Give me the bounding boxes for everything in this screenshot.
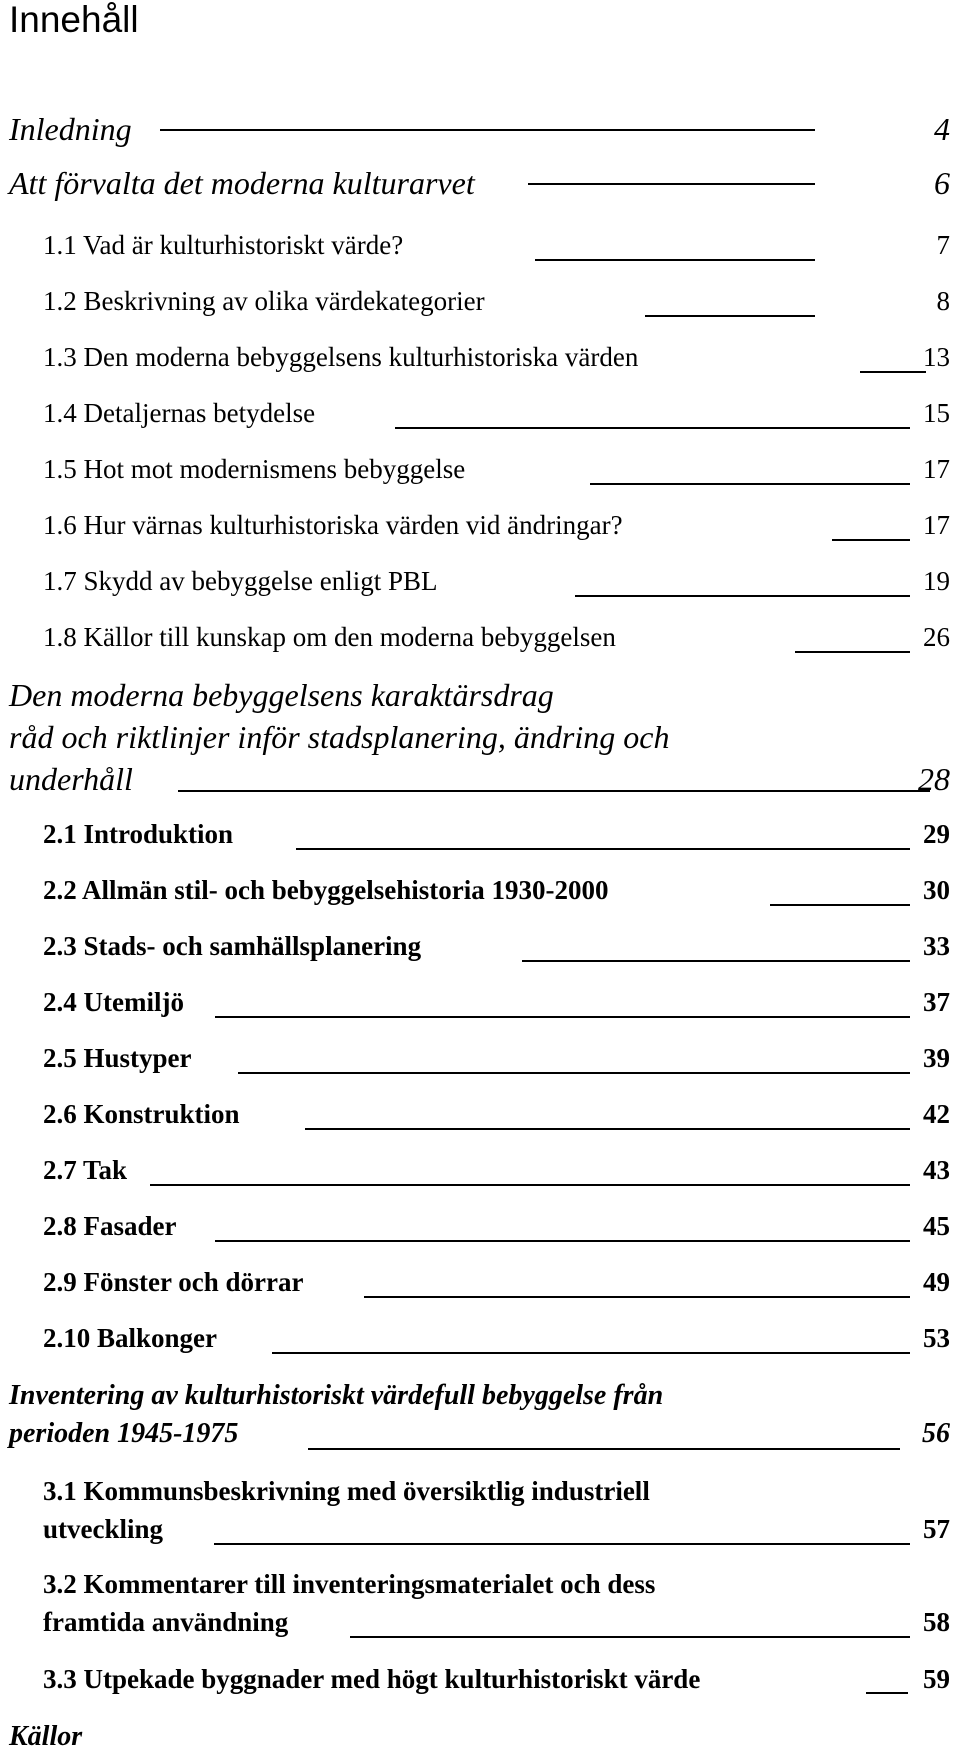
toc-leader-line: [575, 595, 910, 597]
toc-leader-line: [645, 315, 815, 317]
toc-leader-line: [860, 371, 926, 373]
toc-entry-1-3[interactable]: [0, 341, 960, 373]
toc-leader-line: [395, 427, 910, 429]
toc-page-number: 26: [923, 622, 950, 652]
toc-leader-line: [215, 1016, 910, 1018]
toc-entry-label: 1.8 Källor till kunskap om den moderna bebyggelsen: [43, 622, 616, 652]
toc-leader-line: [535, 259, 815, 261]
toc-leader-line: [296, 848, 910, 850]
toc-page-number: 42: [923, 1099, 950, 1129]
toc-page-number: 7: [936, 230, 950, 260]
toc-entry-2-10[interactable]: [0, 1322, 960, 1354]
toc-entry-label-line-1: 3.1 Kommunsbeskrivning med översiktlig industriell: [43, 1476, 650, 1506]
toc-page-number: 30: [923, 875, 950, 905]
toc-entry-2-9[interactable]: [0, 1266, 960, 1298]
toc-entry-label-line-2: råd och riktlinjer inför stadsplanering, ändring och: [9, 719, 670, 755]
toc-page-number: 29: [923, 819, 950, 849]
toc-entry-1-5[interactable]: [0, 453, 960, 485]
toc-entry-label: 1.7 Skydd av bebyggelse enligt PBL: [43, 566, 438, 596]
toc-leader-line: [866, 1692, 908, 1694]
toc-entry-label: 2.4 Utemiljö: [43, 987, 184, 1017]
toc-page-number: 6: [934, 165, 950, 201]
toc-entry-1-7[interactable]: [0, 565, 960, 597]
toc-page-number: 28: [918, 761, 950, 797]
toc-entry-label: 1.3 Den moderna bebyggelsens kulturhistoriska värden: [43, 342, 639, 372]
toc-entry-label: 2.6 Konstruktion: [43, 1099, 240, 1129]
toc-entry-1-1[interactable]: [0, 229, 960, 261]
toc-leader-line: [795, 651, 910, 653]
toc-entry-chapter-1[interactable]: [0, 165, 960, 201]
toc-page-number: 33: [923, 931, 950, 961]
toc-page-number: 17: [923, 454, 950, 484]
toc-page-number: 58: [923, 1607, 950, 1637]
toc-entry-2-6[interactable]: [0, 1098, 960, 1130]
toc-entry-2-8[interactable]: [0, 1210, 960, 1242]
toc-page-number: 56: [922, 1418, 950, 1449]
toc-entry-label-line-2: utveckling: [43, 1514, 164, 1544]
toc-page-number: 45: [923, 1211, 950, 1241]
toc-entry-label: Inledning: [9, 111, 132, 147]
toc-leader-line: [305, 1128, 910, 1130]
toc-entry-label: 2.3 Stads- och samhällsplanering: [43, 931, 422, 961]
toc-entry-label: 1.6 Hur värnas kulturhistoriska värden vid ändringar?: [43, 510, 623, 540]
toc-entry-1-4[interactable]: [0, 397, 960, 429]
toc-entry-label: 2.9 Fönster och dörrar: [43, 1267, 304, 1297]
toc-leader-line: [770, 904, 910, 906]
toc-page-number: 49: [923, 1267, 950, 1297]
toc-entry-label: 1.2 Beskrivning av olika värdekategorier: [43, 286, 485, 316]
toc-entry-label: Att förvalta det moderna kulturarvet: [9, 165, 475, 201]
toc-leader-line: [272, 1352, 910, 1354]
toc-entry-label-line-3: underhåll: [9, 761, 133, 797]
toc-page-number: 57: [923, 1514, 950, 1544]
toc-entry-3-2[interactable]: [0, 1566, 960, 1642]
toc-entry-3-1[interactable]: [0, 1473, 960, 1549]
toc-leader-line: [160, 129, 815, 131]
toc-entry-label: 1.4 Detaljernas betydelse: [43, 398, 316, 428]
toc-leader-line: [238, 1072, 910, 1074]
toc-page-number: 59: [923, 1664, 950, 1694]
toc-leader-line: [308, 1448, 900, 1450]
toc-entry-2-5[interactable]: [0, 1042, 960, 1074]
toc-page-number: 13: [923, 342, 950, 372]
toc-leader-line: [350, 1636, 910, 1638]
toc-entry-label: 1.1 Vad är kulturhistoriskt värde?: [43, 230, 404, 260]
toc-page-number: 53: [923, 1323, 950, 1353]
toc-entry-1-2[interactable]: [0, 285, 960, 317]
toc-entry-label-line-1: Den moderna bebyggelsens karaktärsdrag: [9, 677, 554, 713]
toc-entry-3-3[interactable]: [0, 1661, 960, 1697]
toc-entry-label: 2.7 Tak: [43, 1155, 128, 1185]
toc-leader-line: [522, 960, 910, 962]
toc-entry-label: 2.10 Balkonger: [43, 1323, 218, 1353]
toc-leader-line: [178, 790, 930, 792]
toc-entry-kallor[interactable]: [0, 1718, 960, 1758]
toc-page-number: 39: [923, 1043, 950, 1073]
page-title: Innehåll: [9, 0, 139, 40]
toc-entry-label: 2.2 Allmän stil- och bebyggelsehistoria 1930-2000: [43, 875, 609, 905]
toc-entry-label: 2.8 Fasader: [43, 1211, 177, 1241]
toc-entry-label-line-1: Inventering av kulturhistoriskt värdefull bebyggelse från: [9, 1380, 664, 1411]
toc-entry-2-4[interactable]: [0, 986, 960, 1018]
toc-entry-label-line-2: framtida användning: [43, 1607, 289, 1637]
toc-leader-line: [150, 1184, 910, 1186]
toc-entry-label: 1.5 Hot mot modernismens bebyggelse: [43, 454, 466, 484]
toc-page-number: 43: [923, 1155, 950, 1185]
toc-entry-label: Källor: [9, 1721, 83, 1752]
toc-entry-inledning[interactable]: [0, 111, 960, 147]
toc-leader-line: [215, 1240, 910, 1242]
toc-page-number: 4: [934, 111, 950, 147]
toc-leader-line: [214, 1543, 910, 1545]
toc-page-number: 37: [923, 987, 950, 1017]
toc-page-number: 19: [923, 566, 950, 596]
toc-entry-label: 2.5 Hustyper: [43, 1043, 192, 1073]
toc-entry-label: 2.1 Introduktion: [43, 819, 234, 849]
toc-entry-chapter-3[interactable]: [0, 1377, 960, 1457]
toc-entry-2-2[interactable]: [0, 874, 960, 906]
toc-page-number: 17: [923, 510, 950, 540]
toc-entry-chapter-2[interactable]: [0, 677, 960, 797]
toc-leader-line: [590, 483, 910, 485]
toc-entry-2-7[interactable]: [0, 1154, 960, 1186]
toc-entry-2-3[interactable]: [0, 930, 960, 962]
toc-entry-label-line-1: 3.2 Kommentarer till inventeringsmaterialet och dess: [43, 1569, 656, 1599]
toc-leader-line: [528, 183, 815, 185]
toc-page-number: 15: [923, 398, 950, 428]
toc-entry-label-line-2: perioden 1945-1975: [9, 1418, 239, 1449]
toc-entry-label: 3.3 Utpekade byggnader med högt kulturhistoriskt värde: [43, 1664, 701, 1694]
toc-entry-1-8[interactable]: [0, 621, 960, 653]
toc-entry-1-6[interactable]: [0, 509, 960, 541]
toc-entry-2-1[interactable]: [0, 818, 960, 850]
toc-leader-line: [364, 1296, 910, 1298]
toc-leader-line: [832, 539, 910, 541]
toc-page-number: 8: [936, 286, 950, 316]
